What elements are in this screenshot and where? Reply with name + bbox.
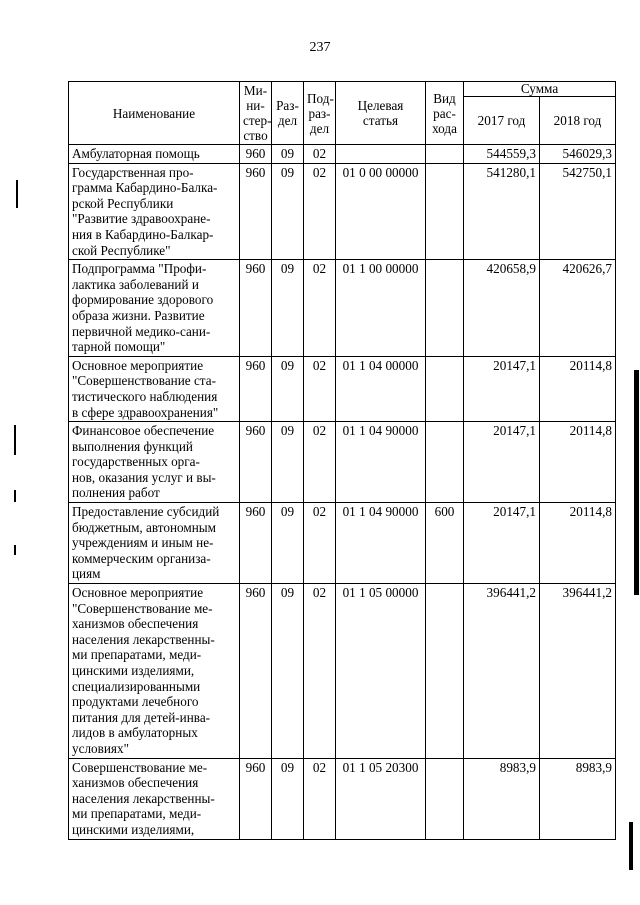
cell-sum-2018: 396441,2 (540, 584, 616, 759)
cell-target: 01 1 04 90000 (336, 503, 426, 584)
table-row (69, 145, 616, 164)
cell-sum-2018: 542750,1 (540, 163, 616, 260)
cell-expense-type (426, 163, 464, 260)
cell-target (336, 145, 426, 164)
cell-subsection: 02 (304, 145, 336, 164)
cell-subsection: 02 (304, 260, 336, 357)
cell-ministry: 960 (240, 145, 272, 164)
table-row (69, 584, 616, 759)
header-row-1 (69, 82, 616, 97)
cell-subsection: 02 (304, 503, 336, 584)
cell-target: 01 1 04 00000 (336, 356, 426, 421)
cell-section: 09 (272, 758, 304, 839)
cell-target: 01 1 05 20300 (336, 758, 426, 839)
cell-sum-2018: 20114,8 (540, 356, 616, 421)
cell-ministry: 960 (240, 260, 272, 357)
cell-sum-2018: 20114,8 (540, 422, 616, 503)
cell-name: Подпрограмма "Профи- лактика заболеваний и формирование здорового образа жизни. Развитие первичной медико-сани- тарной помощи" (69, 260, 240, 357)
margin-mark-left-1 (16, 180, 18, 208)
table-row (69, 356, 616, 421)
cell-target: 01 1 05 00000 (336, 584, 426, 759)
cell-sum-2017: 420658,9 (464, 260, 540, 357)
header-year-2018: 2018 год (540, 97, 616, 145)
cell-ministry: 960 (240, 503, 272, 584)
cell-expense-type (426, 145, 464, 164)
cell-sum-2017: 8983,9 (464, 758, 540, 839)
cell-ministry: 960 (240, 163, 272, 260)
cell-name: Предоставление субсидий бюджетным, автономным учреждениям и иным не- коммерческим организа- циям (69, 503, 240, 584)
cell-subsection: 02 (304, 356, 336, 421)
cell-expense-type (426, 758, 464, 839)
cell-section: 09 (272, 356, 304, 421)
cell-name: Финансовое обеспечение выполнения функций государственных орга- нов, оказания услуг и вы- полнения работ (69, 422, 240, 503)
cell-sum-2018: 20114,8 (540, 503, 616, 584)
table-row (69, 260, 616, 357)
margin-mark-left-3 (14, 490, 16, 502)
header-ministry: Ми- ни- стер- ство (240, 82, 272, 145)
cell-name: Государственная про- грамма Кабардино-Балка- рской Республики "Развитие здравоохране- ния в Кабардино-Балкар- ской Республике" (69, 163, 240, 260)
cell-section: 09 (272, 584, 304, 759)
table-row (69, 503, 616, 584)
cell-subsection: 02 (304, 584, 336, 759)
header-subsection: Под- раз- дел (304, 82, 336, 145)
cell-name: Основное мероприятие "Совершенствование ста- тистического наблюдения в сфере здравоохранения" (69, 356, 240, 421)
page-number: 237 (309, 40, 331, 55)
table-row (69, 758, 616, 839)
table-row (69, 422, 616, 503)
table-body (69, 145, 616, 840)
cell-expense-type (426, 422, 464, 503)
header-year-2017: 2017 год (464, 97, 540, 145)
margin-mark-left-2 (14, 425, 16, 455)
cell-expense-type (426, 356, 464, 421)
cell-name: Амбулаторная помощь (69, 145, 240, 164)
cell-ministry: 960 (240, 356, 272, 421)
margin-mark-right-1 (634, 370, 639, 595)
cell-subsection: 02 (304, 163, 336, 260)
cell-expense-type: 600 (426, 503, 464, 584)
cell-expense-type (426, 584, 464, 759)
cell-section: 09 (272, 163, 304, 260)
cell-sum-2018: 546029,3 (540, 145, 616, 164)
cell-sum-2017: 544559,3 (464, 145, 540, 164)
cell-sum-2017: 541280,1 (464, 163, 540, 260)
header-sum: Сумма (464, 82, 616, 97)
cell-name: Основное мероприятие "Совершенствование ме- ханизмов обеспечения населения лекарственны- ми препаратами, меди- цинскими изделиями, специализированными продуктами лечебного питания для детей-инва- лидов в амбулаторных условиях" (69, 584, 240, 759)
margin-mark-right-2 (629, 822, 633, 870)
margin-mark-left-4 (14, 545, 16, 555)
cell-section: 09 (272, 503, 304, 584)
cell-sum-2017: 396441,2 (464, 584, 540, 759)
budget-table (68, 81, 616, 840)
cell-sum-2017: 20147,1 (464, 503, 540, 584)
cell-sum-2017: 20147,1 (464, 356, 540, 421)
cell-sum-2018: 8983,9 (540, 758, 616, 839)
cell-target: 01 0 00 00000 (336, 163, 426, 260)
cell-section: 09 (272, 145, 304, 164)
header-target: Целевая статья (336, 82, 426, 145)
cell-section: 09 (272, 422, 304, 503)
cell-target: 01 1 04 90000 (336, 422, 426, 503)
cell-subsection: 02 (304, 422, 336, 503)
cell-sum-2018: 420626,7 (540, 260, 616, 357)
cell-ministry: 960 (240, 422, 272, 503)
table-row (69, 163, 616, 260)
cell-target: 01 1 00 00000 (336, 260, 426, 357)
cell-sum-2017: 20147,1 (464, 422, 540, 503)
cell-ministry: 960 (240, 584, 272, 759)
cell-section: 09 (272, 260, 304, 357)
cell-subsection: 02 (304, 758, 336, 839)
header-expense-type: Вид рас- хода (426, 82, 464, 145)
cell-name: Совершенствование ме- ханизмов обеспечения населения лекарственны- ми препаратами, меди- цинскими изделиями, (69, 758, 240, 839)
header-section: Раз- дел (272, 82, 304, 145)
cell-ministry: 960 (240, 758, 272, 839)
header-name: Наименование (69, 82, 240, 145)
cell-expense-type (426, 260, 464, 357)
